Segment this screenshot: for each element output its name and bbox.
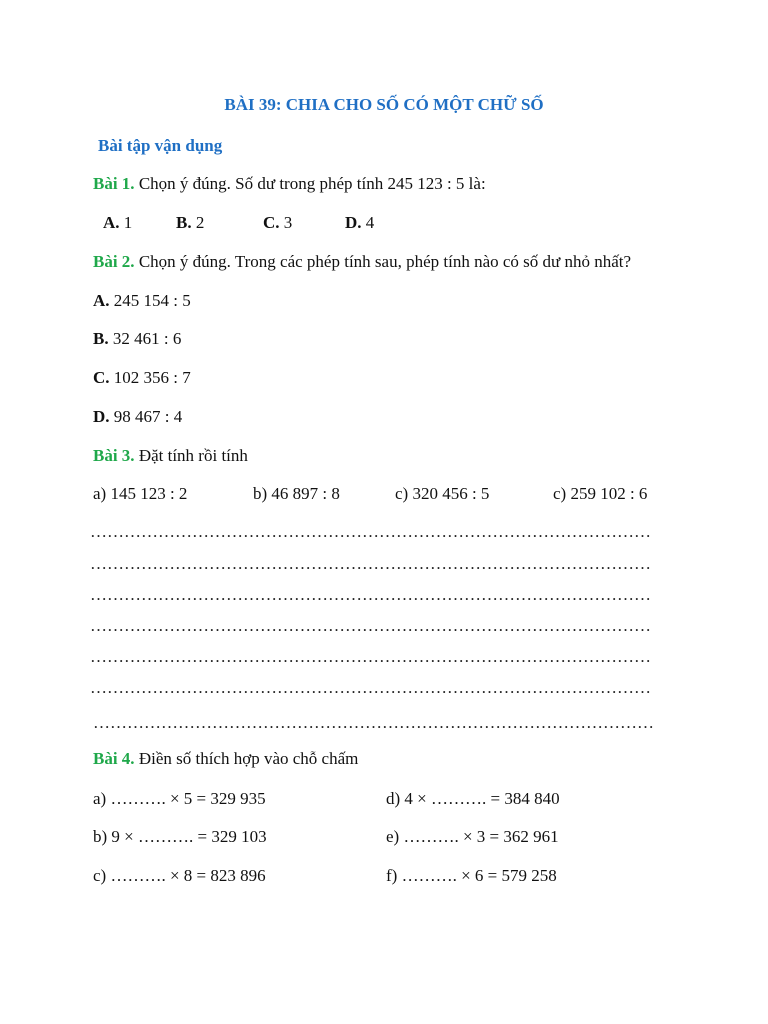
bai3-item-c: c) 320 456 : 5 bbox=[395, 484, 490, 503]
option-value: 3 bbox=[279, 213, 293, 232]
bai1-text: Chọn ý đúng. Số dư trong phép tính 245 123 : 5 là: bbox=[134, 174, 486, 193]
option-key: A. bbox=[103, 213, 120, 232]
bai1-option-b bbox=[176, 213, 204, 233]
option-value: 1 bbox=[119, 213, 133, 232]
bai4-question bbox=[93, 749, 358, 769]
bai2-question bbox=[93, 252, 631, 272]
bai3-text: Đặt tính rồi tính bbox=[134, 446, 248, 465]
bai1-option-c bbox=[263, 213, 292, 233]
bai4-text: Điền số thích hợp vào chỗ chấm bbox=[134, 749, 359, 768]
bai4-item-d: d) 4 × ………. = 384 840 bbox=[386, 789, 560, 808]
bai2-option-d bbox=[93, 407, 182, 427]
option-key: B. bbox=[93, 329, 109, 348]
bai4-item-a: a) ………. × 5 = 329 935 bbox=[93, 789, 266, 808]
bai3-question bbox=[93, 446, 248, 466]
bai1-question bbox=[93, 174, 486, 194]
option-value: 98 467 : 4 bbox=[109, 407, 183, 426]
option-key: A. bbox=[93, 291, 110, 310]
bai4-item-f: f) ………. × 6 = 579 258 bbox=[386, 866, 557, 885]
answer-dotted-line: ……………………………………………………………………………………… bbox=[90, 647, 651, 666]
bai1-option-a bbox=[103, 213, 132, 233]
bai1-label: Bài 1. bbox=[93, 174, 135, 193]
bai4-item-e: e) ………. × 3 = 362 961 bbox=[386, 827, 559, 846]
option-key: D. bbox=[345, 213, 362, 232]
bai4-item-b: b) 9 × ………. = 329 103 bbox=[93, 827, 267, 846]
option-value: 32 461 : 6 bbox=[108, 329, 182, 348]
bai3-label: Bài 3. bbox=[93, 446, 135, 465]
bai1-option-d bbox=[345, 213, 374, 233]
answer-dotted-line: ……………………………………………………………………………………… bbox=[93, 713, 654, 732]
option-value: 4 bbox=[361, 213, 375, 232]
answer-dotted-line: ……………………………………………………………………………………… bbox=[90, 616, 651, 635]
answer-dotted-line: ……………………………………………………………………………………… bbox=[90, 522, 651, 541]
bai2-option-a bbox=[93, 291, 191, 311]
option-key: C. bbox=[263, 213, 280, 232]
bai3-item-d: c) 259 102 : 6 bbox=[553, 484, 648, 503]
option-key: C. bbox=[93, 368, 110, 387]
section-subtitle: Bài tập vận dụng bbox=[98, 136, 223, 155]
option-key: D. bbox=[93, 407, 110, 426]
bai3-item-b: b) 46 897 : 8 bbox=[253, 484, 340, 503]
option-key: B. bbox=[176, 213, 192, 232]
bai2-option-c bbox=[93, 368, 191, 388]
bai2-text: Chọn ý đúng. Trong các phép tính sau, phép tính nào có số dư nhỏ nhất? bbox=[134, 252, 632, 271]
page-title: BÀI 39: CHIA CHO SỐ CÓ MỘT CHỮ SỐ bbox=[224, 95, 544, 114]
answer-dotted-line: ……………………………………………………………………………………… bbox=[90, 554, 651, 573]
bai4-item-c: c) ………. × 8 = 823 896 bbox=[93, 866, 266, 885]
bai2-option-b bbox=[93, 329, 181, 349]
option-value: 2 bbox=[191, 213, 205, 232]
option-value: 245 154 : 5 bbox=[109, 291, 191, 310]
answer-dotted-line: ……………………………………………………………………………………… bbox=[90, 585, 651, 604]
option-value: 102 356 : 7 bbox=[109, 368, 191, 387]
bai3-item-a: a) 145 123 : 2 bbox=[93, 484, 188, 503]
bai2-label: Bài 2. bbox=[93, 252, 135, 271]
bai4-label: Bài 4. bbox=[93, 749, 135, 768]
answer-dotted-line: ……………………………………………………………………………………… bbox=[90, 678, 651, 697]
